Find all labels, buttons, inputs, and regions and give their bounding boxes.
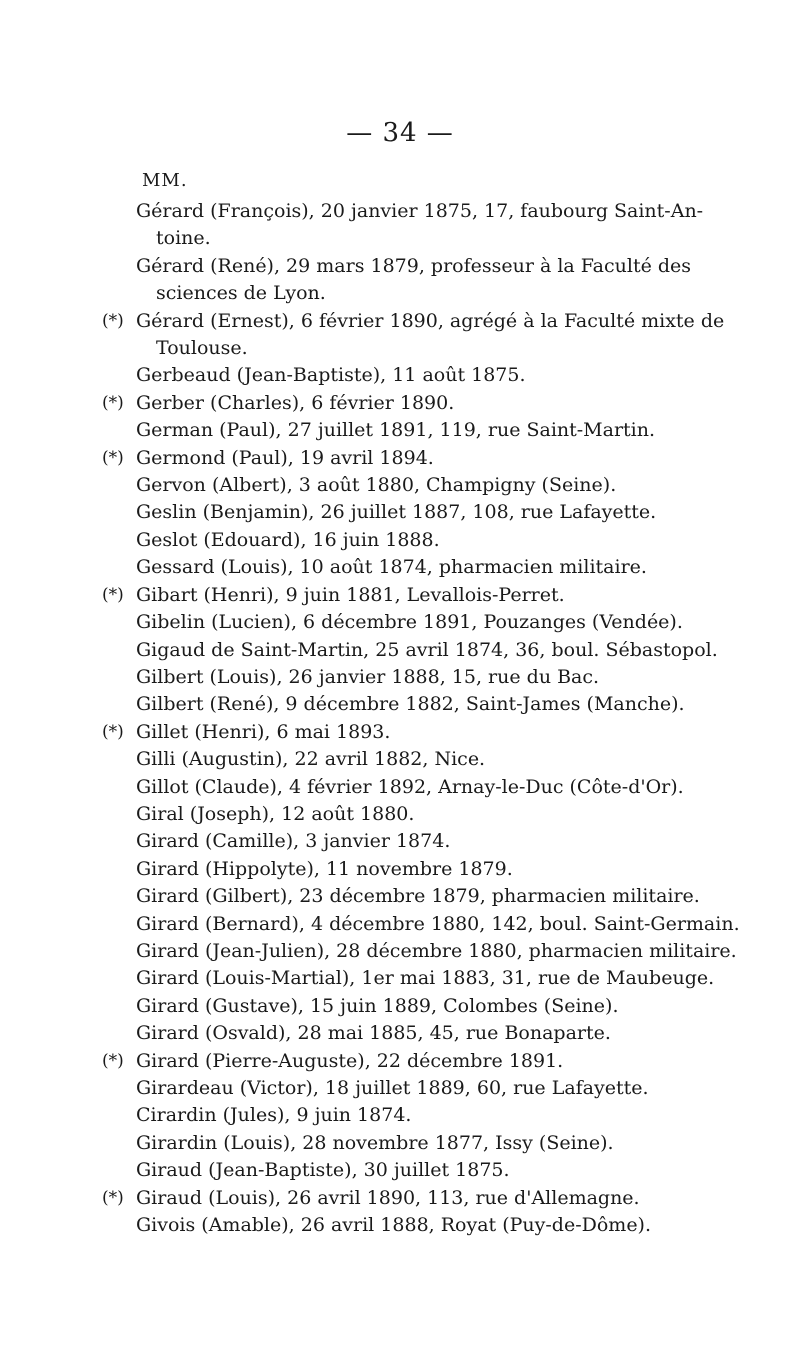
list-item xyxy=(102,253,782,308)
list-item xyxy=(102,582,782,609)
list-item xyxy=(102,308,782,363)
entry-text: Gérard (Ernest), 6 février 1890, agrégé à la Faculté mixte de xyxy=(136,309,725,332)
list-item xyxy=(102,1212,782,1239)
entry-text: Gessard (Louis), 10 août 1874, pharmacien militaire. xyxy=(136,556,647,579)
entry-text: Gilbert (Louis), 26 janvier 1888, 15, rue du Bac. xyxy=(136,665,600,688)
list-item xyxy=(102,719,782,746)
list-item xyxy=(102,609,782,636)
list-item xyxy=(102,554,782,581)
entry-text: Girard (Pierre-Auguste), 22 décembre 1891. xyxy=(136,1049,564,1072)
list-item xyxy=(102,1185,782,1212)
entry-text: Gibart (Henri), 9 juin 1881, Levallois-Perret. xyxy=(136,583,565,606)
list-item xyxy=(102,527,782,554)
list-item xyxy=(102,1020,782,1047)
entry-mark: (*) xyxy=(102,584,124,605)
entry-text: Gérard (René), 29 mars 1879, professeur à la Faculté des xyxy=(136,254,692,277)
entry-continuation: Toulouse. xyxy=(156,337,248,360)
list-item xyxy=(102,938,782,965)
entry-text: Geslin (Benjamin), 26 juillet 1887, 108, rue Lafayette. xyxy=(136,501,657,524)
list-item xyxy=(102,664,782,691)
entry-list xyxy=(102,198,782,1239)
entry-text: Germond (Paul), 19 avril 1894. xyxy=(136,446,434,469)
entry-text: Giraud (Jean-Baptiste), 30 juillet 1875. xyxy=(136,1159,510,1182)
entry-text: Gilli (Augustin), 22 avril 1882, Nice. xyxy=(136,748,486,771)
list-item xyxy=(102,472,782,499)
entry-text: Girardeau (Victor), 18 juillet 1889, 60, rue Lafayette. xyxy=(136,1077,649,1099)
entry-text: Geslot (Edouard), 16 juin 1888. xyxy=(136,528,440,551)
entry-continuation: toine. xyxy=(156,227,211,250)
entry-text: Girard (Camille), 3 janvier 1874. xyxy=(136,830,451,853)
entry-text: Girardin (Louis), 28 novembre 1877, Issy (Seine). xyxy=(136,1131,614,1154)
list-item xyxy=(102,390,782,417)
entry-text: Girard (Osvald), 28 mai 1885, 45, rue Bonaparte. xyxy=(136,1022,611,1045)
entry-text: German (Paul), 27 juillet 1891, 119, rue Saint-Martin. xyxy=(136,419,656,442)
entry-continuation: sciences de Lyon. xyxy=(156,282,326,305)
entry-text: Gilbert (René), 9 décembre 1882, Saint-James (Manche). xyxy=(136,693,685,716)
list-item xyxy=(102,1130,782,1157)
list-item xyxy=(102,637,782,664)
list-item xyxy=(102,499,782,526)
list-item xyxy=(102,774,782,801)
list-item xyxy=(102,1075,782,1102)
list-item xyxy=(102,362,782,389)
list-item xyxy=(102,801,782,828)
entry-text: Girard (Bernard), 4 décembre 1880, 142, boul. Saint-Germain. xyxy=(136,912,740,935)
entry-text: Gibelin (Lucien), 6 décembre 1891, Pouzanges (Vendée). xyxy=(136,611,683,634)
list-item xyxy=(102,1102,782,1129)
entry-mark: (*) xyxy=(102,1187,124,1208)
list-item xyxy=(102,445,782,472)
entry-text: Gillot (Claude), 4 février 1892, Arnay-le-Duc (Côte-d'Or). xyxy=(136,775,684,798)
entry-text: Givois (Amable), 26 avril 1888, Royat (Puy-de-Dôme). xyxy=(136,1214,652,1237)
list-item xyxy=(102,856,782,883)
entry-text: Girard (Gilbert), 23 décembre 1879, pharmacien militaire. xyxy=(136,885,700,908)
list-item xyxy=(102,1048,782,1075)
list-item xyxy=(102,746,782,773)
entry-mark: (*) xyxy=(102,310,124,331)
entry-text: Gerbeaud (Jean-Baptiste), 11 août 1875. xyxy=(136,364,526,387)
entry-text: Girard (Hippolyte), 11 novembre 1879. xyxy=(136,857,513,880)
list-item xyxy=(102,911,782,938)
page-number: — 34 — xyxy=(346,118,454,148)
entry-text: Girard (Louis-Martial), 1er mai 1883, 31, rue de Maubeuge. xyxy=(136,967,715,990)
list-item xyxy=(102,965,782,992)
list-header: MM. xyxy=(142,170,188,191)
entry-text: Gigaud de Saint-Martin, 25 avril 1874, 36, boul. Sébastopol. xyxy=(136,638,718,661)
list-item xyxy=(102,883,782,910)
entry-mark: (*) xyxy=(102,392,124,413)
list-item xyxy=(102,993,782,1020)
entry-mark: (*) xyxy=(102,447,124,468)
list-item xyxy=(102,691,782,718)
entry-text: Girard (Jean-Julien), 28 décembre 1880, pharmacien militaire. xyxy=(136,939,737,962)
list-item xyxy=(102,1157,782,1184)
entry-text: Giral (Joseph), 12 août 1880. xyxy=(136,802,415,825)
list-item xyxy=(102,828,782,855)
entry-text: Gerber (Charles), 6 février 1890. xyxy=(136,391,455,414)
list-item xyxy=(102,198,782,253)
list-item xyxy=(102,417,782,444)
entry-text: Cirardin (Jules), 9 juin 1874. xyxy=(136,1104,412,1127)
entry-mark: (*) xyxy=(102,1050,124,1071)
entry-text: Giraud (Louis), 26 avril 1890, 113, rue d'Allemagne. xyxy=(136,1186,640,1209)
entry-text: Gillet (Henri), 6 mai 1893. xyxy=(136,720,391,743)
entry-text: Girard (Gustave), 15 juin 1889, Colombes (Seine). xyxy=(136,994,619,1017)
entry-text: Gervon (Albert), 3 août 1880, Champigny (Seine). xyxy=(136,474,617,497)
entry-mark: (*) xyxy=(102,721,124,742)
entry-text: Gérard (François), 20 janvier 1875, 17, faubourg Saint-An- xyxy=(136,200,704,222)
